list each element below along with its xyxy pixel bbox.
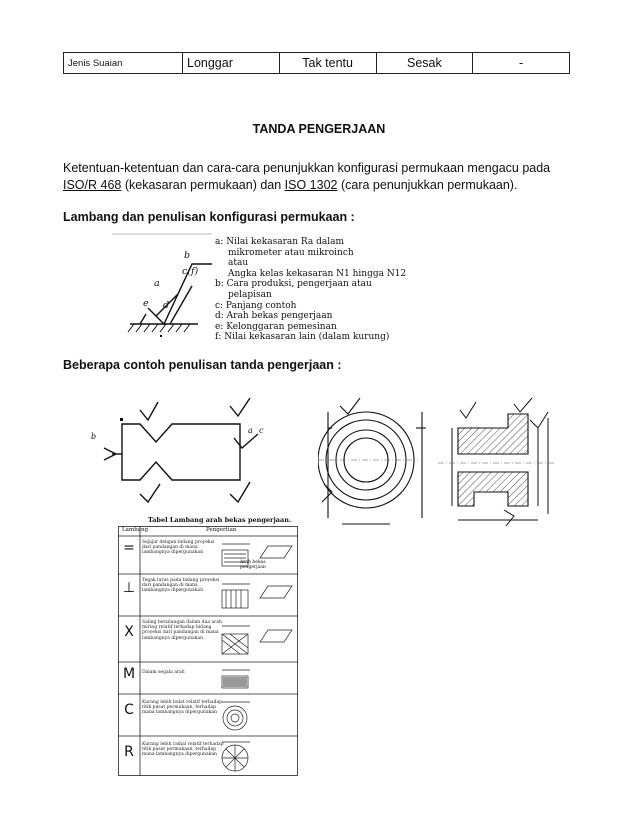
- bushing-section-view: [438, 398, 558, 530]
- label-b: b: [184, 250, 191, 261]
- symbol-parallel: =: [123, 540, 135, 556]
- label-cf: c(f): [182, 266, 199, 277]
- ring-front-view: [318, 398, 428, 530]
- intro-line: Ketentuan-ketentuan dan cara-cara penunjukkan konfigurasi permukaan mengacu pada: [63, 161, 551, 175]
- intro-paragraph: [63, 160, 583, 194]
- intro-end: (cara penunjukkan permukaan).: [337, 178, 518, 192]
- fit-transition-cell: Tak tentu: [279, 53, 376, 74]
- meaning-parallel: Sejajar dengan bidang proyeksi dari pandangan di mana lambangnya dipergunakan: [142, 540, 215, 556]
- symbol-perpendicular: ⊥: [122, 580, 136, 596]
- meaning-multidirectional: Dalam segala arah: [142, 670, 185, 675]
- col-header-meaning: Pengertian: [206, 527, 237, 533]
- ex-label-a: a: [248, 426, 253, 435]
- fit-type-label-cell: Jenis Suaian: [64, 53, 183, 74]
- legend-item: e: Kelonggaran pemesinan: [215, 321, 337, 332]
- legend-item: atau: [228, 258, 249, 269]
- arrow-note: Arah bekas pengerjaan: [240, 560, 266, 570]
- legend-item: b: Cara produksi, pengerjaan atau: [215, 279, 372, 290]
- section-title: TANDA PENGERJAAN: [252, 122, 386, 136]
- legend-item: Angka kelas kekasaran N1 hingga N12: [228, 268, 407, 279]
- meaning-perpendicular: Tegak lurus pada bidang proyeksi dari pandangan di mana lambangnya dipergunakan: [142, 578, 220, 594]
- legend-item: mikrometer atau mikroinch: [228, 247, 354, 258]
- fit-empty-cell: -: [473, 53, 570, 74]
- table-grid: [118, 526, 298, 776]
- legend-item: f: Nilai kekasaran lain (dalam kurung): [215, 332, 390, 343]
- fit-type-table: [63, 52, 570, 74]
- ex-label-b: b: [91, 432, 97, 441]
- intro-mid: (kekasaran permukaan) dan: [121, 178, 285, 192]
- legend-item: pelapisan: [228, 289, 272, 300]
- symbols-heading: Lambang dan penulisan konfigurasi permukaan :: [63, 210, 355, 224]
- symbol-circular: C: [124, 702, 134, 718]
- legend-item: c: Panjang contoh: [215, 300, 297, 311]
- iso-1302-ref: ISO 1302: [284, 178, 338, 192]
- table-caption: Tabel Lambang arah bekas pengerjaan.: [148, 516, 292, 524]
- fit-tight-cell: Sesak: [376, 53, 473, 74]
- label-e: e: [143, 298, 149, 309]
- fit-loose-cell: Longgar: [183, 53, 280, 74]
- notched-block-drawing: [100, 398, 270, 508]
- label-d: d: [163, 300, 170, 311]
- symbol-multidirectional: M: [122, 666, 136, 682]
- col-header-symbol: Lambang: [122, 527, 149, 533]
- meaning-radial: Kurang lebih radial relatif terhadap titik pusat permukaan, terhadap mana lambangnya dipergunakan: [142, 742, 224, 758]
- surface-symbol-diagram: [112, 232, 212, 340]
- symbol-radial: R: [124, 744, 134, 760]
- legend-item: a: Nilai kekasaran Ra dalam: [215, 237, 345, 247]
- meaning-crossed: Saling bersilangan dalam dua arah miring relatif terhadap bidang proyeksi dari pandangan di mana lambangnya dipergunakan: [142, 620, 222, 641]
- meaning-circular: Kurang lebih bulat relatif terhadap titik pusat permukaan, terhadap mana lambangnya dipergunakan: [142, 700, 223, 716]
- ex-label-c: c: [259, 426, 264, 435]
- table-row: [64, 53, 570, 74]
- symbol-legend: [215, 237, 407, 343]
- direction-symbol-table: [118, 516, 298, 776]
- symbol-crossed: X: [124, 624, 134, 640]
- legend-item: d: Arah bekas pengerjaan: [215, 311, 333, 322]
- iso-r468-ref: ISO/R 468: [63, 178, 122, 192]
- examples-heading: Beberapa contoh penulisan tanda pengerjaan :: [63, 358, 342, 372]
- label-a: a: [154, 278, 160, 289]
